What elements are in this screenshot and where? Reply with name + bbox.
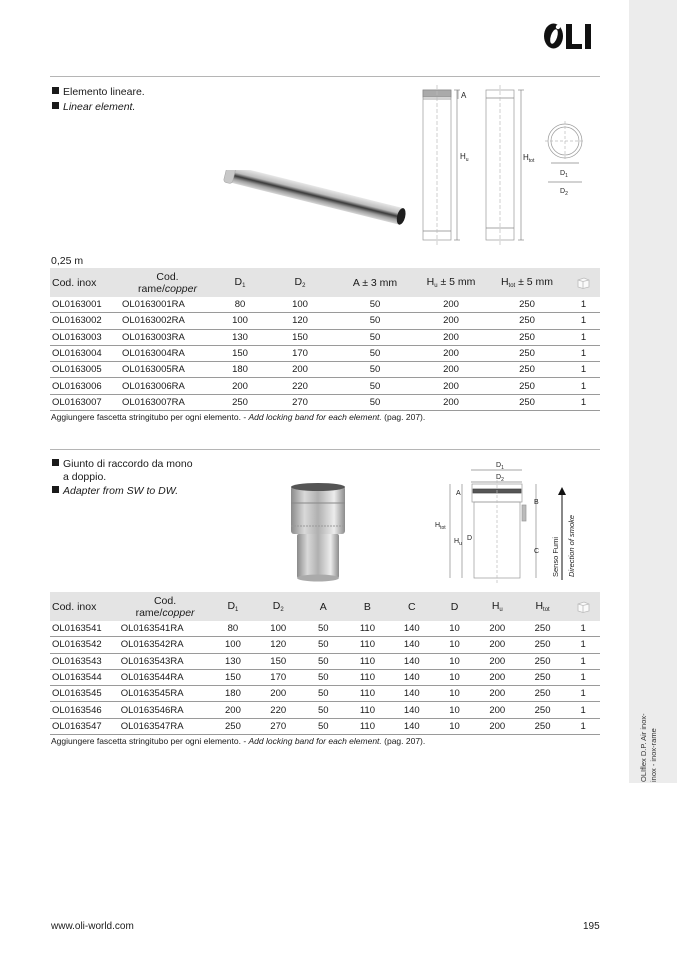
table-cell: 50 <box>335 378 415 394</box>
table-cell: 100 <box>265 297 335 313</box>
table-cell: 170 <box>265 345 335 361</box>
section2-title-en: Adapter from SW to DW. <box>52 485 178 498</box>
table-cell: 250 <box>487 345 567 361</box>
table-cell: 200 <box>254 686 302 702</box>
svg-text:D1: $D_1$ <box>560 170 568 179</box>
cell-cod-rame: OL0163006RA <box>120 378 215 394</box>
col-cod-rame: Cod. rame/copper <box>120 268 215 297</box>
bullet-square-icon <box>52 87 59 94</box>
svg-text:D1: $D_1$ <box>496 462 504 471</box>
cell-cod-inox: OL0163545 <box>50 686 119 702</box>
table-cell: 170 <box>254 669 302 685</box>
table-cell: 140 <box>390 718 433 734</box>
table-cell: 100 <box>215 313 265 329</box>
table-cell: 1 <box>566 686 600 702</box>
table-cell: 130 <box>215 329 265 345</box>
svg-text:D2: $D_2$ <box>496 474 504 483</box>
section-divider <box>50 76 600 77</box>
cell-cod-rame: OL0163546RA <box>119 702 212 718</box>
table-row <box>50 297 600 313</box>
table-cell: 1 <box>567 329 600 345</box>
table-cell: 150 <box>254 653 302 669</box>
svg-text:C: C <box>534 548 540 555</box>
bullet-square-icon <box>52 459 59 466</box>
table-row <box>50 669 600 685</box>
table-cell: 250 <box>487 394 567 410</box>
col-hu: $H_u \pm 5$ mm <box>415 268 487 297</box>
table-cell: 250 <box>519 653 567 669</box>
col-cod-inox: Cod. inox <box>50 592 119 621</box>
table-row <box>50 362 600 378</box>
table-cell: 140 <box>390 686 433 702</box>
table-cell: 1 <box>566 653 600 669</box>
table-cell: 10 <box>433 621 476 637</box>
table-cell: 200 <box>415 297 487 313</box>
table-cell: 200 <box>476 702 519 718</box>
table-cell: 200 <box>476 718 519 734</box>
table-cell: 250 <box>519 686 567 702</box>
cell-cod-rame: OL0163544RA <box>119 669 212 685</box>
table-row <box>50 653 600 669</box>
box-icon <box>577 601 590 613</box>
table-cell: 150 <box>211 669 254 685</box>
table-cell: 80 <box>211 621 254 637</box>
table-cell: 100 <box>211 637 254 653</box>
svg-text:Hu: $H_u$ <box>454 538 462 547</box>
table-cell: 200 <box>476 637 519 653</box>
svg-text:Direction of smoke: Direction of smoke <box>567 514 576 577</box>
table-cell: 1 <box>566 718 600 734</box>
svg-text:A: A <box>456 490 461 497</box>
col-d: D <box>433 592 476 621</box>
col-b: B <box>345 592 391 621</box>
table-cell: 250 <box>487 297 567 313</box>
table-cell: 50 <box>302 718 345 734</box>
col-a: A <box>302 592 345 621</box>
table-row <box>50 329 600 345</box>
svg-text:D2: $D_2$ <box>560 188 568 197</box>
table-cell: 50 <box>335 345 415 361</box>
cell-cod-rame: OL0163001RA <box>120 297 215 313</box>
table-cell: 110 <box>345 702 391 718</box>
table-cell: 250 <box>487 329 567 345</box>
section2-note: Aggiungere fascetta stringitubo per ogni elemento. - Add locking band for each element. (pag. 207). <box>51 736 426 746</box>
cell-cod-rame: OL0163002RA <box>120 313 215 329</box>
table-cell: 200 <box>415 378 487 394</box>
table-cell: 10 <box>433 718 476 734</box>
cell-cod-inox: OL0163004 <box>50 345 120 361</box>
cell-cod-rame: OL0163541RA <box>119 621 212 637</box>
table-cell: 200 <box>415 313 487 329</box>
box-icon <box>577 277 590 289</box>
table-cell: 140 <box>390 653 433 669</box>
cell-cod-inox: OL0163002 <box>50 313 120 329</box>
table-cell: 10 <box>433 702 476 718</box>
table-cell: 10 <box>433 653 476 669</box>
table-cell: 270 <box>254 718 302 734</box>
table-cell: 200 <box>476 653 519 669</box>
table-cell: 200 <box>476 686 519 702</box>
table-cell: 180 <box>215 362 265 378</box>
table-cell: 110 <box>345 621 391 637</box>
table-cell: 1 <box>567 362 600 378</box>
table-cell: 140 <box>390 637 433 653</box>
cell-cod-inox: OL0163007 <box>50 394 120 410</box>
table-cell: 1 <box>566 637 600 653</box>
table-cell: 250 <box>519 702 567 718</box>
svg-text:Hu: $H_u$ <box>460 152 469 163</box>
cell-cod-inox: OL0163546 <box>50 702 119 718</box>
table-row <box>50 718 600 734</box>
footer-website-link[interactable]: www.oli-world.com <box>51 921 134 932</box>
col-pack <box>566 592 600 621</box>
table-cell: 150 <box>215 345 265 361</box>
table-row <box>50 637 600 653</box>
table-cell: 200 <box>415 362 487 378</box>
section1-title-it: Elemento lineare. <box>52 86 145 99</box>
side-tab <box>629 0 677 783</box>
table-cell: 110 <box>345 686 391 702</box>
table-cell: 250 <box>487 378 567 394</box>
cell-cod-rame: OL0163547RA <box>119 718 212 734</box>
col-c: C <box>390 592 433 621</box>
bullet-square-icon <box>52 102 59 109</box>
cell-cod-rame: OL0163007RA <box>120 394 215 410</box>
table-cell: 200 <box>211 702 254 718</box>
table-cell: 50 <box>335 362 415 378</box>
cell-cod-inox: OL0163544 <box>50 669 119 685</box>
svg-text:B: B <box>534 499 539 506</box>
col-cod-inox: Cod. inox <box>50 268 120 297</box>
length-subtitle: 0,25 m <box>51 255 84 267</box>
cell-cod-rame: OL0163004RA <box>120 345 215 361</box>
table-row <box>50 686 600 702</box>
table-cell: 250 <box>487 313 567 329</box>
cell-cod-inox: OL0163541 <box>50 621 119 637</box>
table-header-row <box>50 592 600 621</box>
table-row <box>50 394 600 410</box>
table-cell: 1 <box>566 621 600 637</box>
table-cell: 140 <box>390 702 433 718</box>
section1-title-en: Linear element. <box>52 101 135 114</box>
table-cell: 50 <box>335 313 415 329</box>
table-cell: 10 <box>433 686 476 702</box>
cell-cod-inox: OL0163001 <box>50 297 120 313</box>
table-cell: 200 <box>265 362 335 378</box>
table-cell: 50 <box>335 394 415 410</box>
table-cell: 1 <box>567 378 600 394</box>
table-cell: 250 <box>519 718 567 734</box>
svg-text:Senso Fumi: Senso Fumi <box>551 536 560 577</box>
table-cell: 1 <box>567 297 600 313</box>
col-hu: $H_u$ <box>476 592 519 621</box>
table-cell: 100 <box>254 621 302 637</box>
table-row <box>50 702 600 718</box>
table-cell: 10 <box>433 637 476 653</box>
cell-cod-inox: OL0163542 <box>50 637 119 653</box>
cell-cod-rame: OL0163542RA <box>119 637 212 653</box>
linear-element-table <box>50 268 600 411</box>
svg-text:Htot: $H_{tot}$ <box>523 153 535 164</box>
table-cell: 200 <box>415 394 487 410</box>
table-header-row <box>50 268 600 297</box>
side-tab-line-1: OLIflex D.P. Air inox- <box>639 713 648 782</box>
cell-cod-inox: OL0163543 <box>50 653 119 669</box>
table-cell: 200 <box>215 378 265 394</box>
table-cell: 200 <box>476 669 519 685</box>
table-cell: 1 <box>567 394 600 410</box>
side-tab-label <box>636 706 666 786</box>
table-cell: 200 <box>415 345 487 361</box>
table-cell: 50 <box>335 297 415 313</box>
table-row <box>50 313 600 329</box>
cell-cod-rame: OL0163543RA <box>119 653 212 669</box>
svg-text:Htot: $H_{tot}$ <box>435 522 446 531</box>
table-cell: 250 <box>519 637 567 653</box>
cell-cod-inox: OL0163547 <box>50 718 119 734</box>
table-cell: 50 <box>302 621 345 637</box>
section1-note: Aggiungere fascetta stringitubo per ogni elemento. - Add locking band for each element. (pag. 207). <box>51 412 426 422</box>
bullet-square-icon <box>52 486 59 493</box>
table-cell: 110 <box>345 653 391 669</box>
col-pack <box>567 268 600 297</box>
cell-cod-rame: OL0163005RA <box>120 362 215 378</box>
table-cell: 50 <box>302 686 345 702</box>
table-cell: 50 <box>302 653 345 669</box>
table-cell: 110 <box>345 637 391 653</box>
cell-cod-inox: OL0163006 <box>50 378 120 394</box>
cell-cod-rame: OL0163003RA <box>120 329 215 345</box>
table-cell: 250 <box>519 621 567 637</box>
table-row <box>50 345 600 361</box>
cell-cod-inox: OL0163003 <box>50 329 120 345</box>
col-htot: $H_{tot}$ <box>519 592 567 621</box>
table-cell: 1 <box>566 702 600 718</box>
table-cell: 50 <box>335 329 415 345</box>
col-d1: $D_1$ <box>215 268 265 297</box>
adapter-drawing <box>434 455 584 590</box>
cell-cod-rame: OL0163545RA <box>119 686 212 702</box>
table-cell: 130 <box>211 653 254 669</box>
table-cell: 250 <box>519 669 567 685</box>
table-cell: 250 <box>211 718 254 734</box>
table-cell: 270 <box>265 394 335 410</box>
table-cell: 1 <box>566 669 600 685</box>
col-htot: $H_{tot} \pm 5$ mm <box>487 268 567 297</box>
svg-text:A: A <box>461 91 467 100</box>
col-cod-rame: Cod. rame/copper <box>119 592 212 621</box>
table-cell: 110 <box>345 718 391 734</box>
table-cell: 250 <box>215 394 265 410</box>
cell-cod-inox: OL0163005 <box>50 362 120 378</box>
table-cell: 200 <box>476 621 519 637</box>
table-row <box>50 378 600 394</box>
page-number: 195 <box>583 921 600 932</box>
section-divider <box>50 449 600 450</box>
linear-element-photo <box>218 170 413 235</box>
table-cell: 1 <box>567 345 600 361</box>
side-tab-line-2: inox - inox-rame <box>649 728 658 782</box>
table-cell: 10 <box>433 669 476 685</box>
table-cell: 140 <box>390 621 433 637</box>
col-a: A ± 3 mm <box>335 268 415 297</box>
linear-element-drawing <box>415 85 595 250</box>
table-cell: 150 <box>265 329 335 345</box>
svg-text:D: D <box>467 535 473 542</box>
table-cell: 80 <box>215 297 265 313</box>
table-cell: 120 <box>265 313 335 329</box>
adapter-table <box>50 592 600 735</box>
table-cell: 110 <box>345 669 391 685</box>
adapter-photo <box>289 482 349 589</box>
table-cell: 220 <box>254 702 302 718</box>
col-d2: $D_2$ <box>265 268 335 297</box>
oli-logo <box>543 22 601 55</box>
table-row <box>50 621 600 637</box>
table-cell: 200 <box>415 329 487 345</box>
section2-title-it: Giunto di raccordo da mono a doppio. <box>52 458 193 484</box>
col-d2: $D_2$ <box>254 592 302 621</box>
table-cell: 50 <box>302 669 345 685</box>
table-cell: 120 <box>254 637 302 653</box>
table-cell: 180 <box>211 686 254 702</box>
table-cell: 50 <box>302 637 345 653</box>
table-cell: 140 <box>390 669 433 685</box>
table-cell: 1 <box>567 313 600 329</box>
table-cell: 50 <box>302 702 345 718</box>
table-cell: 250 <box>487 362 567 378</box>
col-d1: $D_1$ <box>211 592 254 621</box>
table-cell: 220 <box>265 378 335 394</box>
